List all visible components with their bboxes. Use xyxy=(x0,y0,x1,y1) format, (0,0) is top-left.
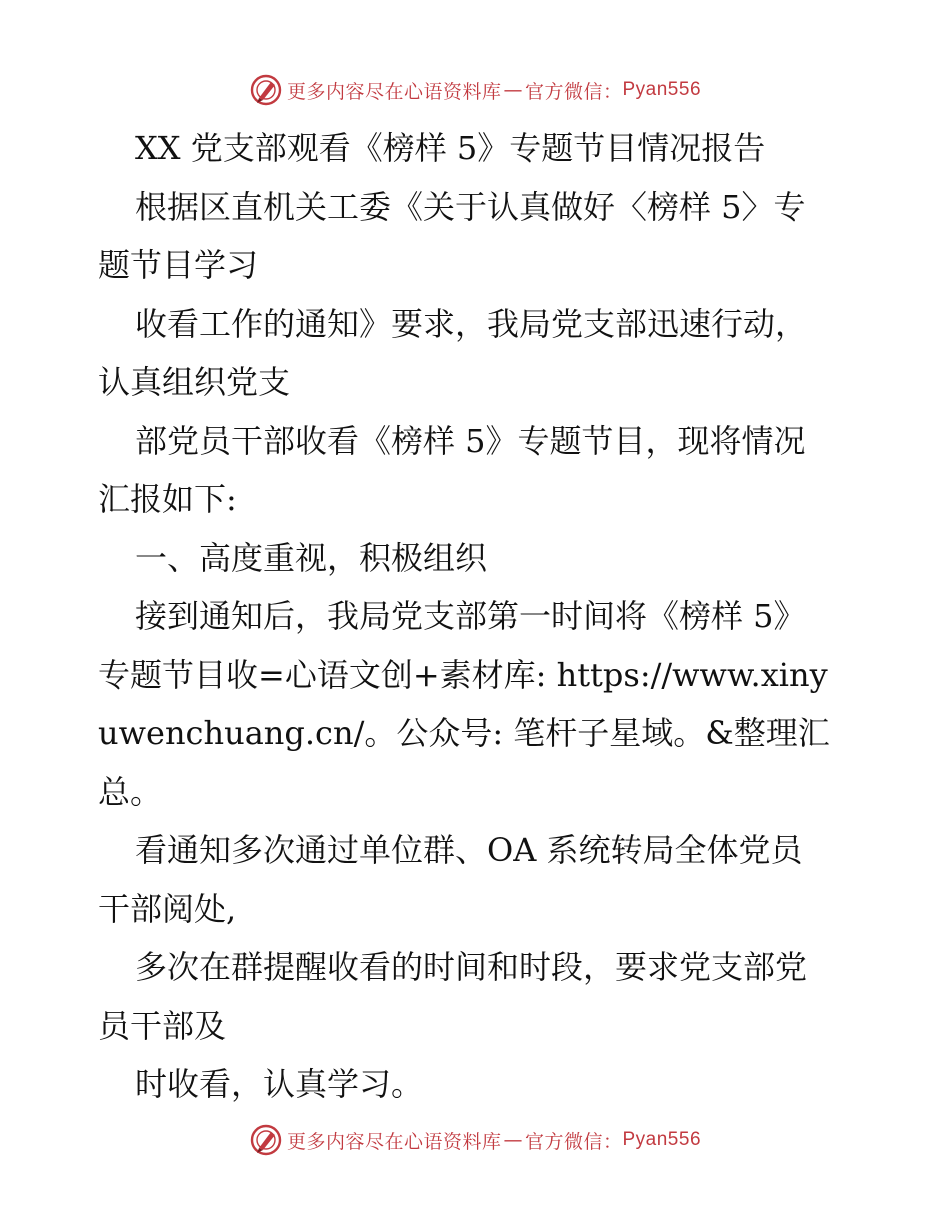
text-line: 看通知多次通过单位群、OA 系统转局全体党员 xyxy=(135,831,803,869)
document-title: XX 党支部观看《榜样 5》专题节目情况报告 xyxy=(135,129,766,167)
text-line: 干部阅处, xyxy=(98,889,237,928)
watermark-footer xyxy=(0,1120,950,1160)
watermark-wechat-id: Pyan556 xyxy=(622,79,702,100)
text-line: 总。 xyxy=(98,772,163,811)
text-line: 汇报如下: xyxy=(98,480,237,518)
watermark-main-text: 更多内容尽在心语资料库 xyxy=(286,80,502,103)
text-line: 多次在群提醒收看的时间和时段，要求党支部党 xyxy=(135,948,808,986)
watermark-label: 官方微信： xyxy=(524,1130,623,1153)
text-line: 题节目学习 xyxy=(98,246,259,284)
watermark-header xyxy=(0,70,950,110)
text-line: 专题节目收=心语文创+素材库: https://www.xiny xyxy=(98,655,828,694)
text-line: 收看工作的通知》要求，我局党支部迅速行动， xyxy=(135,304,808,343)
text-line: 一、高度重视，积极组织 xyxy=(135,538,488,577)
watermark-main-text: 更多内容尽在心语资料库 xyxy=(286,1130,502,1153)
watermark-separator: — xyxy=(503,1129,523,1151)
text-line: 根据区直机关工委《关于认真做好〈榜样 5〉专 xyxy=(135,187,806,226)
watermark-label: 官方微信： xyxy=(524,80,623,103)
watermark-wechat-id: Pyan556 xyxy=(622,1129,702,1150)
text-line: uwenchuang.cn/。公众号: 笔杆子星域。&整理汇 xyxy=(98,714,830,752)
text-line: 部党员干部收看《榜样 5》专题节目，现将情况 xyxy=(135,421,806,460)
watermark-separator: — xyxy=(503,79,523,101)
text-line: 认真组织党支 xyxy=(98,363,291,401)
pen-logo-icon xyxy=(249,1123,283,1157)
text-line: 时收看，认真学习。 xyxy=(135,1065,424,1103)
pen-logo-icon xyxy=(249,73,283,107)
text-line: 接到通知后，我局党支部第一时间将《榜样 5》 xyxy=(135,597,806,635)
text-line: 员干部及 xyxy=(98,1006,227,1045)
document-body xyxy=(98,119,858,1114)
